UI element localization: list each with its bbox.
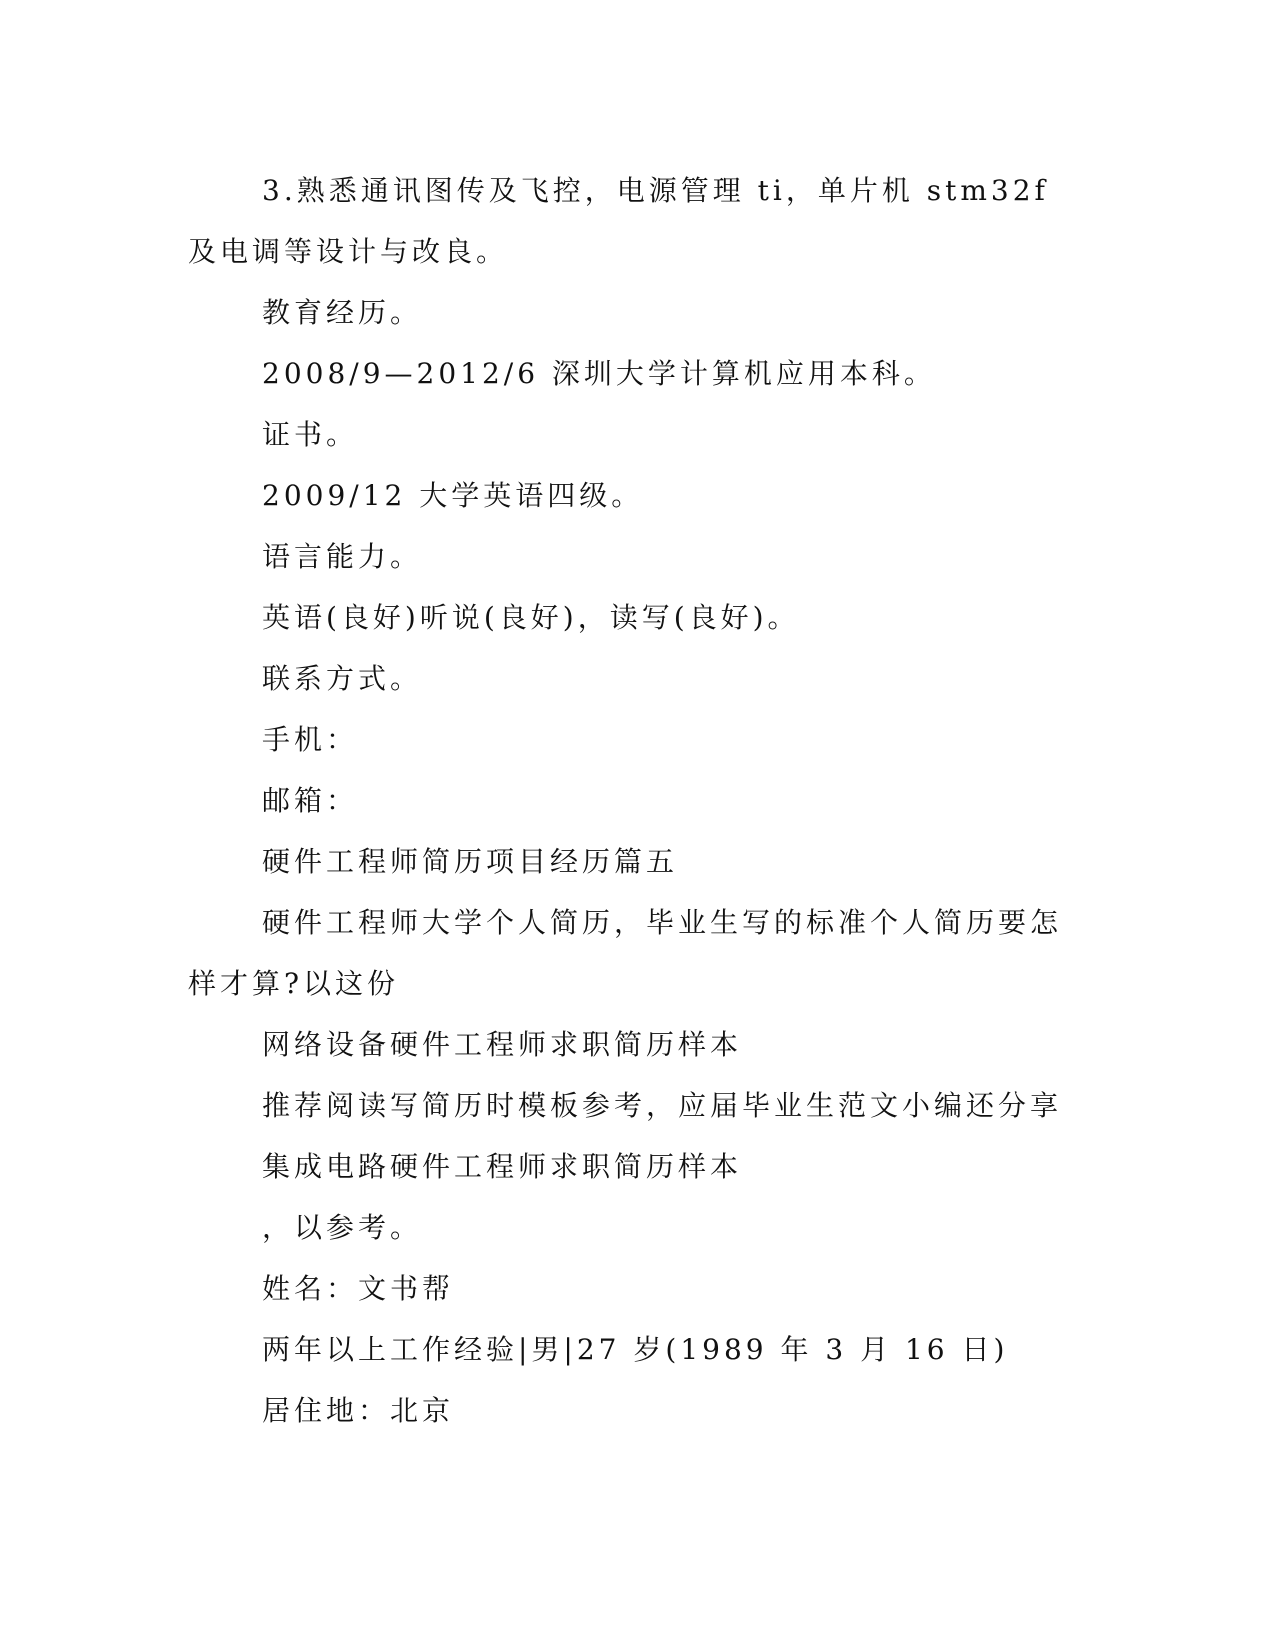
paragraph-skills: 3.熟悉通讯图传及飞控，电源管理 ti，单片机 stm32f 及电调等设计与改良。 [188, 174, 1049, 268]
heading-certificates: 证书。 [262, 418, 359, 451]
paragraph-language: 英语(良好)听说(良好)，读写(良好)。 [262, 601, 800, 634]
heading-contact: 联系方式。 [262, 662, 423, 695]
heading-language: 语言能力。 [262, 540, 423, 573]
paragraph-education: 2008/9—2012/6 深圳大学计算机应用本科。 [262, 357, 936, 390]
paragraph-recommend: 推荐阅读写简历时模板参考，应届毕业生范文小编还分享 [262, 1089, 1063, 1122]
paragraph-ic-sample: 集成电路硬件工程师求职简历样本 [262, 1150, 743, 1183]
paragraph-name: 姓名：文书帮 [262, 1272, 455, 1305]
paragraph-certificate: 2009/12 大学英语四级。 [262, 479, 644, 512]
paragraph-intro: 硬件工程师大学个人简历，毕业生写的标准个人简历要怎样才算?以这份 [188, 906, 1063, 1000]
paragraph-reference: ，以参考。 [262, 1211, 423, 1244]
paragraph-experience: 两年以上工作经验|男|27 岁(1989 年 3 月 16 日) [262, 1333, 1009, 1366]
paragraph-phone: 手机： [262, 723, 359, 756]
paragraph-email: 邮箱： [262, 784, 359, 817]
paragraph-network-sample: 网络设备硬件工程师求职简历样本 [262, 1028, 743, 1061]
heading-section-five: 硬件工程师简历项目经历篇五 [262, 845, 679, 878]
heading-education: 教育经历。 [262, 296, 423, 329]
paragraph-residence: 居住地：北京 [262, 1394, 455, 1427]
document-body [188, 160, 1068, 1441]
